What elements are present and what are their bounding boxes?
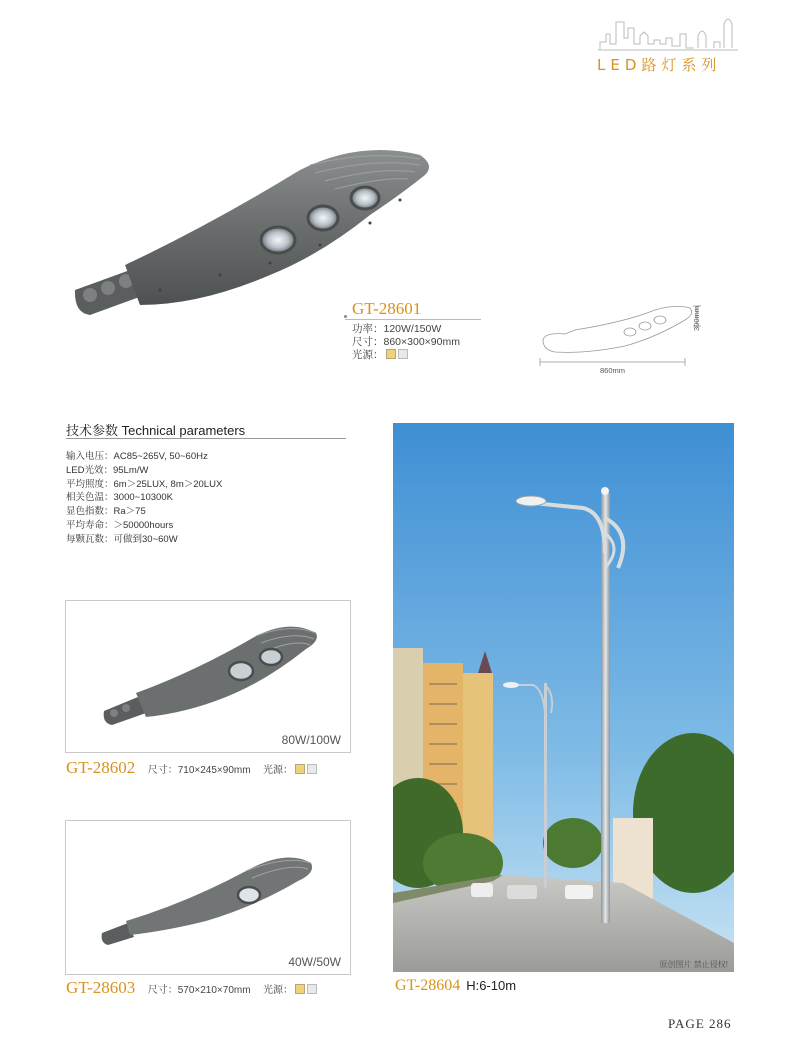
product-602-code: GT-28602	[66, 758, 136, 777]
tech-row	[66, 519, 222, 533]
tech-label: 显色指数：	[66, 506, 114, 518]
street-photo	[393, 423, 734, 972]
city-skyline-icon	[598, 14, 738, 54]
lamp-602-image	[66, 601, 350, 752]
tech-label: 输入电压：	[66, 451, 114, 462]
tech-label: 相关色温：	[66, 492, 114, 504]
tech-row	[66, 450, 222, 464]
product-602-caption	[66, 758, 317, 778]
product-603-size-label: 尺寸：	[147, 985, 178, 996]
product-box-603	[65, 820, 351, 975]
product-603-code: GT-28603	[66, 978, 136, 997]
light-label: 光源：	[352, 349, 384, 361]
tech-row	[66, 505, 222, 519]
tech-value: ＞50000hours	[113, 519, 174, 531]
product-602-light-label: 光源：	[263, 765, 294, 776]
tech-list	[66, 450, 222, 547]
product-603-light-label: 光源：	[263, 985, 294, 996]
series-title: LED路灯系列	[597, 56, 722, 74]
tech-value: 95Lm/W	[112, 464, 149, 476]
tech-value: 可做到30~60W	[113, 533, 178, 545]
cool-light-icon	[307, 984, 317, 994]
product-603-caption	[66, 978, 317, 998]
tech-label: 平均照度：	[66, 478, 114, 490]
tech-row	[66, 478, 222, 492]
tech-value: 6m＞25LUX, 8m＞20LUX	[113, 478, 223, 490]
main-size-row	[352, 336, 460, 349]
product-602-size: 710×245×90mm	[177, 765, 251, 776]
size-label: 尺寸：	[352, 336, 384, 348]
page-number: PAGE 286	[668, 1016, 732, 1031]
photo-watermark: 原创图片 禁止侵权!	[659, 960, 728, 969]
main-product-code: GT-28601	[352, 299, 422, 318]
warm-light-icon	[386, 349, 396, 359]
tech-value: Ra＞75	[113, 506, 146, 518]
lamp-603-image	[66, 821, 350, 974]
tech-label: LED光效：	[66, 464, 113, 476]
main-power-row	[352, 323, 441, 336]
tech-heading: 技术参数 Technical parameters	[66, 423, 246, 438]
tech-value: 3000~10300K	[113, 492, 173, 504]
tech-row	[66, 464, 222, 478]
code-dot	[344, 315, 347, 318]
cool-light-icon	[307, 764, 317, 774]
tech-label: 每颗瓦数：	[66, 533, 114, 545]
product-604-caption	[395, 977, 516, 995]
tech-divider	[66, 438, 346, 439]
product-602-size-label: 尺寸：	[147, 765, 178, 776]
main-light-row	[352, 349, 408, 362]
product-box-602	[65, 600, 351, 753]
product-602-watt: 80W/100W	[281, 733, 341, 747]
tech-row	[66, 491, 222, 505]
warm-light-icon	[295, 984, 305, 994]
tech-value: AC85~265V, 50~60Hz	[113, 451, 208, 462]
cool-light-icon	[398, 349, 408, 359]
product-604-code: GT-28604	[395, 977, 461, 994]
power-value: 120W/150W	[383, 323, 442, 335]
product-603-watt: 40W/50W	[288, 955, 341, 969]
dimension-height-label: 300mm	[692, 306, 701, 332]
dimension-width-label: 860mm	[600, 366, 626, 375]
warm-light-icon	[295, 764, 305, 774]
code-underline	[345, 319, 481, 320]
tech-row	[66, 533, 222, 547]
tech-label: 平均寿命：	[66, 519, 114, 531]
power-label: 功率：	[352, 323, 384, 335]
size-value: 860×300×90mm	[383, 336, 460, 348]
product-604-height: H:6-10m	[466, 978, 517, 993]
street-scene-image	[393, 423, 734, 972]
product-603-size: 570×210×70mm	[177, 985, 251, 996]
